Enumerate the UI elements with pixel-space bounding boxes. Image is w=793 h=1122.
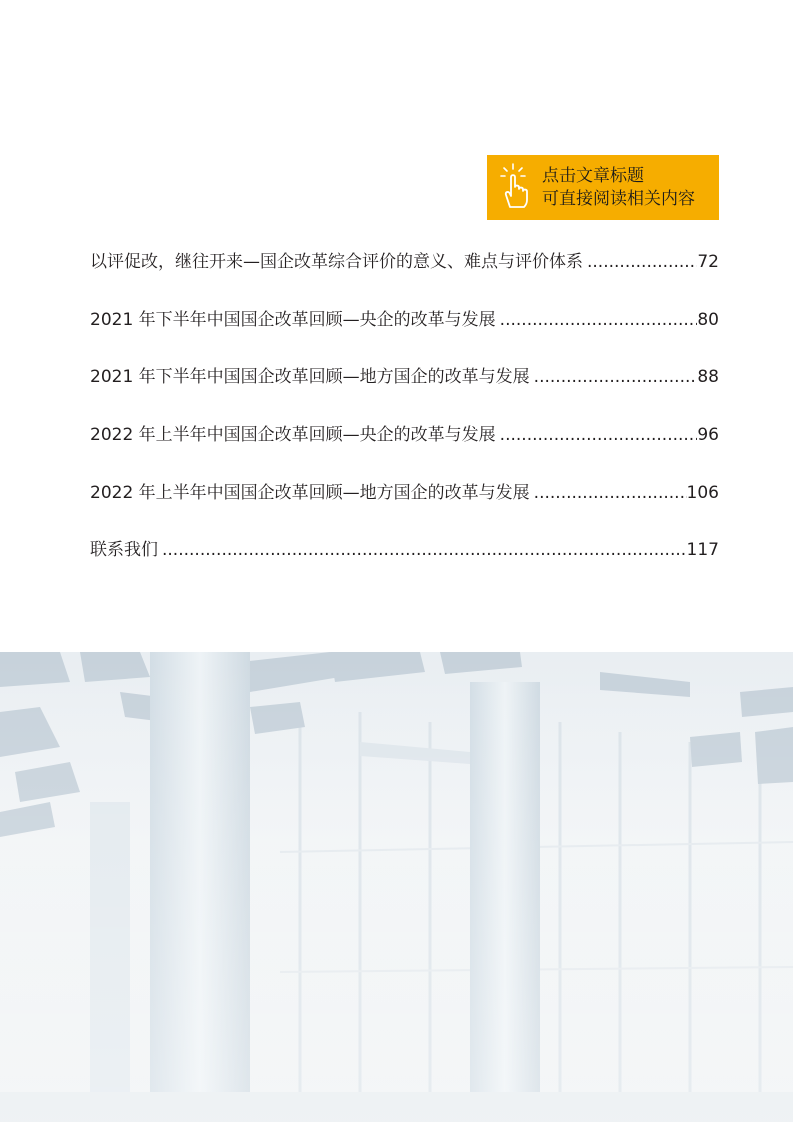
toc-dot-leader — [500, 308, 698, 332]
toc-entry-page[interactable]: 96 — [697, 425, 719, 446]
toc-entry-page[interactable]: 72 — [697, 252, 719, 272]
toc-entry-title[interactable]: 2022 年上半年中国国企改革回顾—央企的改革与发展 — [90, 425, 496, 446]
read-hint-banner — [487, 155, 719, 220]
toc-entry[interactable] — [90, 365, 719, 423]
toc-entry[interactable] — [90, 423, 719, 481]
toc-entry-page[interactable]: 88 — [697, 367, 719, 388]
office-interior-photo — [0, 652, 793, 1122]
toc-entry[interactable] — [90, 538, 719, 596]
toc-dot-leader — [162, 538, 687, 562]
hint-text — [542, 165, 695, 211]
toc-entry[interactable] — [90, 250, 719, 308]
toc-entry-page[interactable]: 80 — [697, 309, 719, 330]
hint-line-2: 可直接阅读相关内容 — [542, 189, 695, 209]
toc-dot-leader — [587, 250, 697, 274]
toc-entry-title[interactable]: 2022 年上半年中国国企改革回顾—地方国企的改革与发展 — [90, 482, 530, 503]
toc-entry-title[interactable]: 2021 年下半年中国国企改革回顾—地方国企的改革与发展 — [90, 367, 530, 388]
table-of-contents — [90, 250, 719, 596]
office-interior-illustration — [0, 652, 793, 1122]
toc-entry-title[interactable]: 2021 年下半年中国国企改革回顾—央企的改革与发展 — [90, 309, 496, 330]
toc-entry-page[interactable]: 106 — [686, 482, 719, 503]
toc-entry-title[interactable]: 以评促改，继往开来—国企改革综合评价的意义、难点与评价体系 — [90, 252, 583, 272]
toc-entry-title[interactable]: 联系我们 — [90, 540, 158, 561]
hand-pointer-icon — [499, 161, 533, 213]
hint-line-1: 点击文章标题 — [542, 166, 644, 186]
toc-entry-page[interactable]: 117 — [686, 540, 719, 561]
toc-entry[interactable] — [90, 308, 719, 366]
toc-entry[interactable] — [90, 481, 719, 539]
toc-dot-leader — [500, 423, 698, 447]
toc-dot-leader — [534, 481, 687, 505]
toc-dot-leader — [534, 365, 698, 389]
